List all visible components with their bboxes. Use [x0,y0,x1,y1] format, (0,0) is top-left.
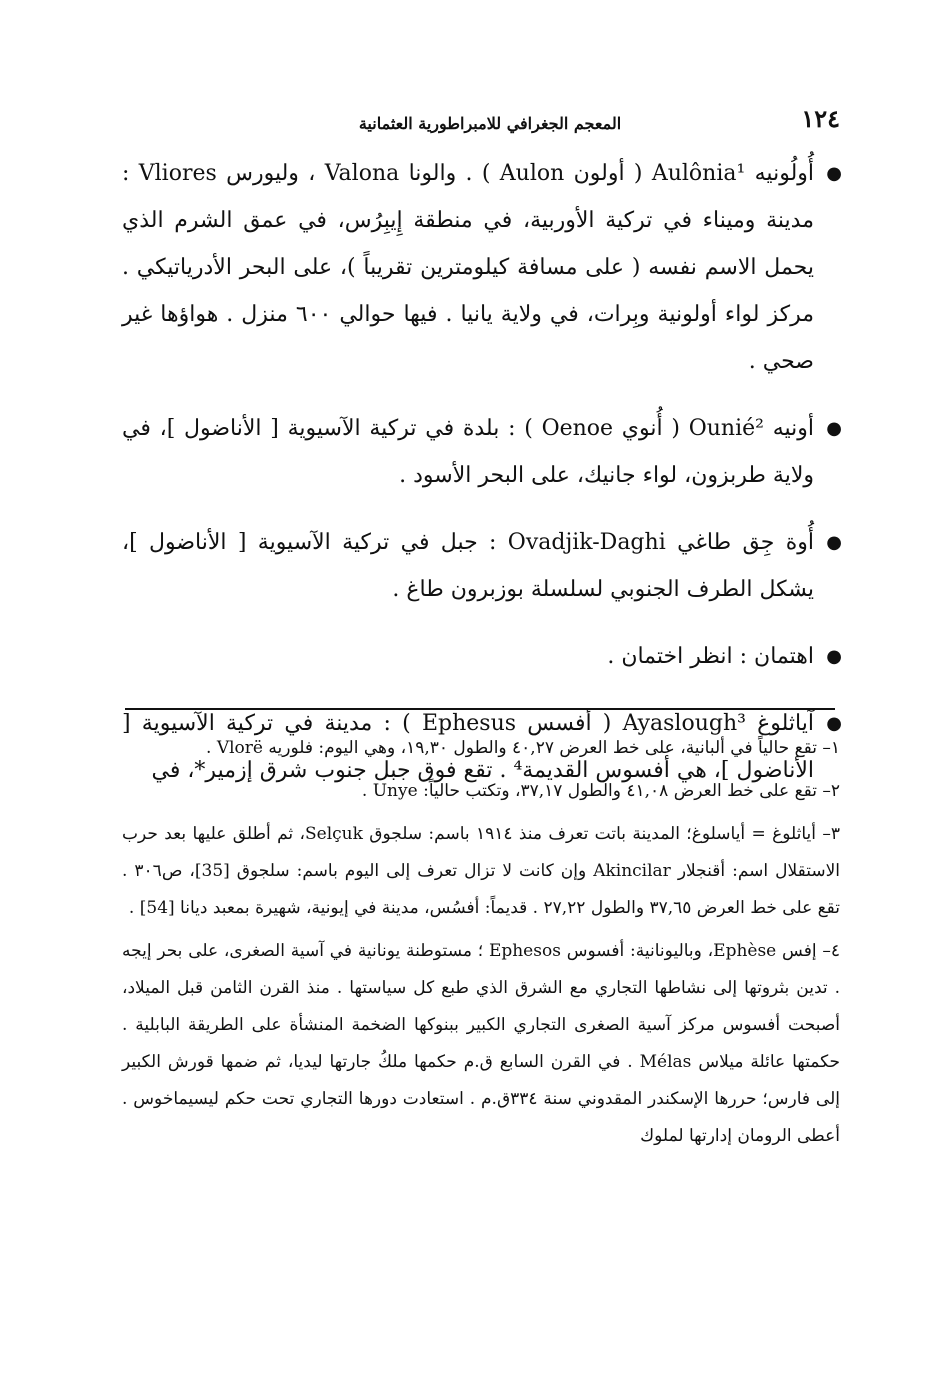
page-number: ١٢٤ [801,104,840,133]
footnote-2: ٢– تقع على خط العرض ٤١,٠٨ والطول ٣٧,١٧، وتكتب حالياً: Unye . [361,781,840,801]
entry-text: اهتمان : انظر اختمان . [607,644,814,669]
entry-text: أُولُونيه Aulônia¹ ( أولون Aulon ) . والونا Valona ، وليورس Vliores : مدينة وميناء في تركية الأوربية، في منطقة إِيبِرُس، في عمق الشرم الذي يحمل الاسم نفسه ( على مسافة كيلومترين تقريباً )، على البحر الأدرياتيكي . مركز لواء أولونية وبِرات، في ولاية يانيا . فيها حوالي ٦٠٠ منزل . هواؤها غير صحي . [122,161,815,374]
entry-text: آياثلوغ Ayaslough³ ( أفسس Ephesus ) : مدينة في تركية الآسيوية [ الأناضول ]، هي أفسوس القديمة⁴ . تقع فوق جبل جنوب شرق إزمير*، في [122,711,814,783]
entry-ovadjik-daghi [122,519,842,613]
entry-text: أُوة جِق طاغي Ovadjik-Daghi : جبل في تركية الآسيوية [ الأناضول ]، يشكل الطرف الجنوبي لسلسلة بوزبرون طاغ . [122,530,814,602]
entry-ihtiman [122,633,842,680]
page-header [120,104,840,144]
bullet-icon: ● [826,163,842,184]
footnote-4: ٤– إفس Ephèse، وباليونانية: أفسوس Ephesos ؛ مستوطنة يونانية في آسية الصغرى، على بحر إيجه . تدين بثروتها إلى نشاطها التجاري مع الشرق الذي طبع كل سياستها . منذ القرن الثامن قبل الميلاد، أصبحت أفسوس مركز آسية الصغرى التجاري الكبير ببنوكها الضخمة المنشأة على الطريقة البابلية . حكمتها عائلة ميلاس Mélas . في القرن السابع ق.م حكمها ملكُ جارتها ليديا، ثم ضمها قورش الكبير إلى فارس؛ حررها الإسكندر المقدوني سنة ٣٣٤ق.م . استعادت دورها التجاري تحت حكم ليسيماخوس . أعطى الرومان إدارتها لملوك [122,941,840,1146]
footnotes [122,730,840,1161]
bullet-icon: ● [826,418,842,439]
entry-text: أونيه Ounié² ( أُنوي Oenoe ) : بلدة في تركية الآسيوية [ الأناضول ]، في ولاية طربزون، لواء جانيك، على البحر الأسود . [122,416,814,488]
entries-body [122,150,842,814]
footnote-3: ٣– أياثلوغ = أياسلوغ؛ المدينة باتت تعرف منذ ١٩١٤ باسم: سلجوق Selçuk، ثم أطلق عليها بعد حرب الاستقلال اسم: أقنجلار Akincilar وإن كانت لا تزال تعرف إلى اليوم باسم: سلجوق [35]، ص٣٠٦ . تقع على خط العرض ٣٧,٦٥ والطول ٢٧,٢٢ . قديماً: أفسُس، مدينة في إيونية، شهيرة بمعبد ديانا [54] . [122,824,841,918]
running-title: المعجم الجغرافي للامبراطورية العثمانية [358,114,622,133]
bullet-icon: ● [826,646,842,667]
bullet-icon: ● [826,532,842,553]
footnote-1: ١– تقع حالياً في ألبانية، على خط العرض ٤٠,٢٧ والطول ١٩,٣٠، وهي اليوم: فلوريه Vlorë . [206,738,840,758]
entry-ounie [122,405,842,499]
entry-aulonia [122,150,842,385]
bullet-icon: ● [826,713,842,734]
footnote-divider [125,708,835,710]
